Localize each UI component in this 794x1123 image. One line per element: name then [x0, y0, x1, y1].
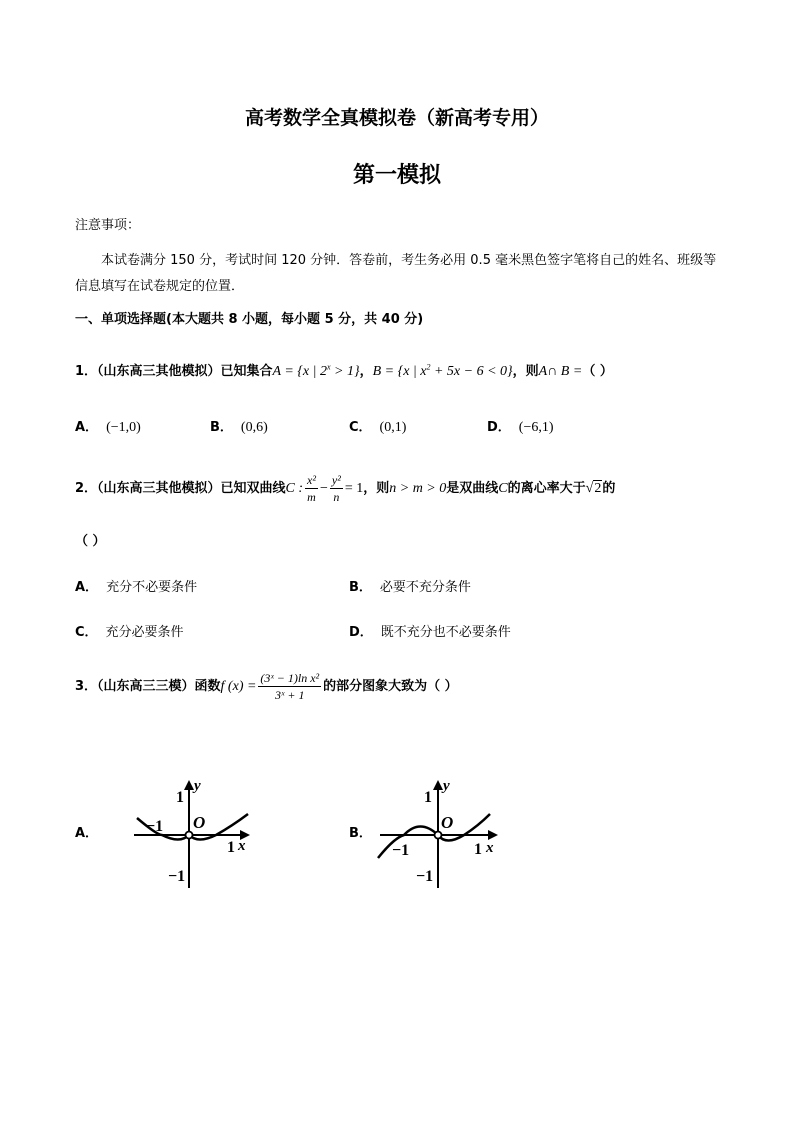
- notice-body: 本试卷满分 150 分，考试时间 120 分钟．答卷前，考生务必用 0.5 毫米黑色签字笔将自己的姓名、班级等信息填写在试卷规定的位置．: [75, 253, 717, 294]
- q2-fraction-x: $\frac{\text{x²}}{m}$: [307, 473, 316, 504]
- origin-label: O: [441, 813, 454, 832]
- tick-one-x: 1: [227, 839, 235, 856]
- origin-hole: [186, 832, 193, 839]
- q3-function: f (x) =: [220, 679, 257, 694]
- q3-graph-b[interactable]: [374, 778, 502, 893]
- tick-neg-one-y: −1: [416, 868, 434, 885]
- q2-mid: 是双曲线: [446, 481, 499, 496]
- tick-neg-one-y: −1: [168, 868, 186, 885]
- q1-option-b[interactable]: B． (0,6): [210, 420, 268, 435]
- q1-prefix: 1．（山东高三其他模拟）已知集合: [75, 364, 273, 379]
- tick-one-y: 1: [176, 789, 184, 806]
- page-title: 高考数学全真模拟卷（新高考专用）: [244, 107, 549, 129]
- q2-fraction-y: $\frac{\text{y²}}{n}$: [331, 473, 341, 504]
- q1-answer-paren: （ ）: [582, 364, 613, 379]
- y-axis-arrow: [184, 780, 194, 790]
- q2-condition: n > m > 0: [389, 481, 447, 496]
- q1-option-a[interactable]: A． (−1,0): [75, 420, 141, 435]
- q1-expression: A∩ B =: [538, 364, 583, 379]
- section-title: 一、单项选择题(本大题共 8 小题，每小题 5 分，共 40 分): [75, 312, 424, 327]
- q1-option-c[interactable]: C． (0,1): [349, 420, 407, 435]
- q2-option-c[interactable]: C． 充分必要条件: [75, 625, 184, 640]
- y-axis-arrow: [433, 780, 443, 790]
- question-2: [75, 472, 615, 505]
- q2-sqrt: √2: [585, 481, 602, 496]
- tick-neg-one-x: −1: [146, 818, 164, 835]
- q3-tail: 的部分图象大致为（ ）: [323, 679, 458, 694]
- origin-hole: [435, 832, 442, 839]
- q2-then: ，则: [363, 481, 390, 496]
- q2-c: C: [498, 481, 508, 496]
- x-label: x: [486, 840, 494, 856]
- q2-equals: = 1: [344, 481, 364, 496]
- q1-set-a: A = {x | $2^x > 1$}: [272, 362, 360, 379]
- q2-end: 的: [602, 481, 616, 496]
- q1-option-d[interactable]: D． (−6,1): [487, 420, 554, 435]
- q3-graph-a[interactable]: [132, 778, 252, 893]
- x-axis-arrow: [488, 830, 498, 840]
- x-label: x: [238, 838, 246, 854]
- q3-option-a[interactable]: A．: [75, 826, 99, 841]
- tick-neg-one-x: −1: [392, 842, 410, 859]
- q3-prefix: 3．（山东高三三模）函数: [75, 679, 221, 694]
- q2-option-d[interactable]: D． 既不充分也不必要条件: [349, 625, 511, 640]
- q2-option-b[interactable]: B． 必要不充分条件: [349, 580, 471, 595]
- q1-comma: ，: [359, 364, 373, 379]
- q2-prefix: 2．（山东高三其他模拟）已知双曲线: [75, 481, 286, 496]
- q3-fraction: $\frac{\text{(3ˣ − 1)ln x²}}{\text{3ˣ + 1}}$: [260, 671, 320, 702]
- y-label: y: [443, 778, 450, 794]
- question-1: [75, 360, 613, 380]
- q1-set-b: B = {x | $x^2 + 5x - 6 < 0$}: [372, 362, 513, 379]
- question-3: [75, 670, 458, 703]
- q2-option-a[interactable]: A． 充分不必要条件: [75, 580, 198, 595]
- page-subtitle: 第一模拟: [352, 163, 441, 188]
- q1-then: ，则: [512, 364, 539, 379]
- q2-tail: 的离心率大于: [507, 481, 586, 496]
- q3-option-b[interactable]: B．: [349, 826, 372, 841]
- q2-curve: C :: [285, 481, 304, 496]
- origin-label: O: [193, 813, 206, 832]
- y-label: y: [194, 778, 201, 794]
- q2-answer-paren: （ ）: [75, 534, 106, 549]
- tick-one-y: 1: [424, 789, 432, 806]
- notice-heading: 注意事项：: [75, 218, 141, 233]
- tick-one-x: 1: [474, 841, 482, 858]
- q2-minus: −: [319, 481, 328, 496]
